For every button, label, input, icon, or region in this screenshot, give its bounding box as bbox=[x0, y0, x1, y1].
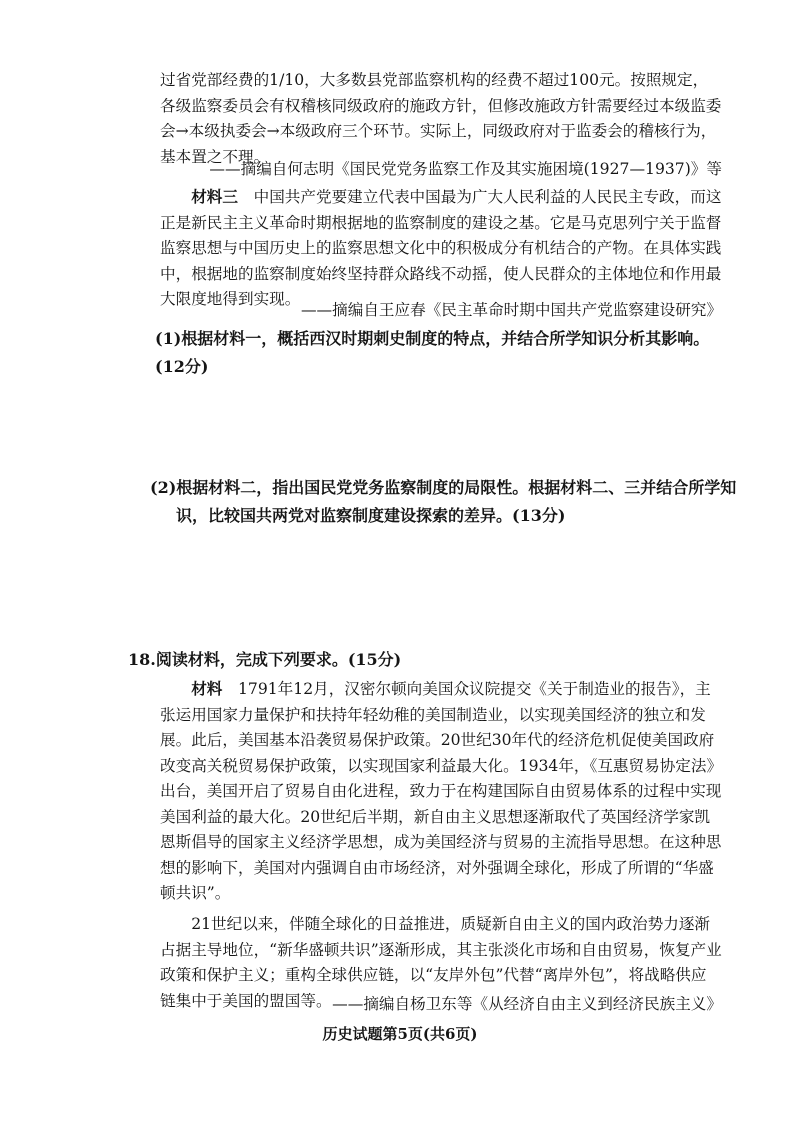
page-footer: 历史试题第5页(共6页) bbox=[322, 1025, 478, 1043]
question-18-source: ——摘编自杨卫东等《从经济自由主义到经济民族主义》 bbox=[332, 995, 722, 1013]
question-17-part-1: (1)根据材料一，概括西汉时期刺史制度的特点，并结合所学知识分析其影响。(12分) bbox=[155, 329, 710, 376]
question-18-text-1: 1791年12月，汉密尔顿向美国众议院提交《关于制造业的报告》，主张运用国家力量保护和扶持年轻幼稚的美国制造业，以实现美国经济的独立和发展。此后，美国基本沿袭贸易保护政策。20世纪30年代的经济危机促使美国政府改变高关税贸易保护政策，以实现国家利益最大化。1934年，《互惠贸易协定法》出台，美国开启了贸易自由化进程，致力于在构建国际自由贸易体系的过程中实现美国利益的最大化。20世纪后半期，新自由主义思想逐渐取代了英国经济学家凯恩斯倡导的国家主义经济学思想，成为美国经济与贸易的主流指导思想。在这种思想的影响下，美国对内强调自由市场经济，对外强调全球化，形成了所谓的“华盛顿共识”。 bbox=[160, 680, 722, 902]
question-18-material-label: 材料 bbox=[191, 679, 223, 698]
material2-tail-text: 过省党部经费的1/10，大多数县党部监察机构的经费不超过100元。按照规定，各级监察委员会有权稽核同级政府的施政方针，但修改施政方针需要经过本级监委会→本级执委会→本级政府三个环节。实际上，同级政府对于监委会的稽核行为，基本置之不理。 bbox=[160, 71, 722, 166]
material3-source: ——摘编自王应春《民主革命时期中国共产党监察建设研究》 bbox=[300, 301, 722, 319]
material3-label: 材料三 bbox=[191, 187, 238, 206]
material3-text: 中国共产党要建立代表中国最为广大人民利益的人民民主专政，而这正是新民主主义革命时期根据地的监察制度的建设之基。它是马克思列宁关于监督监察思想与中国历史上的监察思想文化中的积极成分有机结合的产物。在具体实践中，根据地的监察制度始终坚持群众路线不动摇，使人民群众的主体地位和作用最大限度地得到实现。 bbox=[160, 188, 722, 308]
material3-paragraph bbox=[160, 184, 722, 313]
question-18-paragraph-2: 21世纪以来，伴随全球化的日益推进，质疑新自由主义的国内政治势力逐渐占据主导地位，“新华盛顿共识”逐渐形成，其主张淡化市场和自由贸易，恢复产业政策和保护主义；重构全球供应链，以“友岸外包”代替“离岸外包”，将战略供应链集中于美国的盟国等。 bbox=[160, 915, 722, 1010]
material2-source: ——摘编自何志明《国民党党务监察工作及其实施困境(1927—1937)》等 bbox=[209, 160, 722, 178]
question-17-part-2: (2)根据材料二，指出国民党党务监察制度的局限性。根据材料二、三并结合所学知识，比较国共两党对监察制度建设探索的差异。(13分) bbox=[150, 478, 737, 525]
question-18-title: 18.阅读材料，完成下列要求。(15分) bbox=[128, 650, 402, 669]
question-18-paragraph-1 bbox=[160, 676, 722, 907]
